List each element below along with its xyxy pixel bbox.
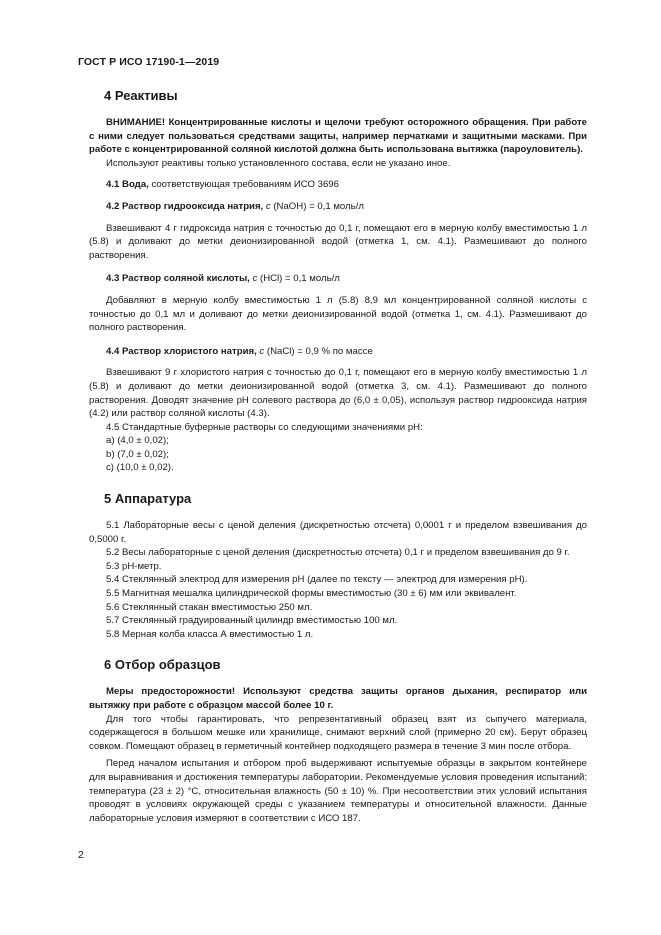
section-6-paragraph-1: Для того чтобы гарантировать, что репрезентативный образец взят из сыпучего материала, содержащегося в большом мешке или хранилище, снимают верхний слой (примерно 20 см). Берут образец совком. Помещают образец в герметичный контейнер подходящего размера в течение 3 мин после отбора. bbox=[89, 713, 587, 752]
item-4-2-body: Взвешивают 4 г гидроксида натрия с точностью до 0,1 г, помещают его в мерную колбу вместимостью 1 л (5.8) и доливают до метки деионизированной водой (отметка 1, см. 4.1). Размешивают до полного растворения. bbox=[89, 222, 587, 261]
item-4-3-body: Добавляют в мерную колбу вместимостью 1 л (5.8) 8,9 мл концентрированной соляной кислоты с точностью до 0,1 мл и доливают до метки деионизированной водой (отметка 1, см. 4.1). Размешивают до полного растворения. bbox=[89, 294, 587, 334]
item-4-1-text: соответствующая требованиям ИСО 3696 bbox=[148, 179, 339, 191]
item-5-5: 5.5 Магнитная мешалка цилиндрической формы вместимостью (30 ± 6) мм или эквивалент. bbox=[106, 588, 517, 600]
section-4-intro: Используют реактивы только установленного состава, если не указано иное. bbox=[106, 157, 451, 169]
section-6-title: 6 Отбор образцов bbox=[104, 657, 221, 673]
item-4-1-number: 4.1 bbox=[106, 179, 120, 191]
item-4-3-heading: 4.3 Раствор соляной кислоты, c (HCl) = 0,1 моль/л bbox=[106, 273, 340, 285]
item-4-4-heading: 4.4 Раствор хлористого натрия, c (NaCl) = 0,9 % по массе bbox=[106, 345, 373, 357]
section-4-warning: ВНИМАНИЕ! Концентрированные кислоты и щелочи требуют осторожного обращения. При работе с ними следует пользоваться средствами защиты, например перчатками и защитными масками. При работе с концентрированной соляной кислотой должна быть использована вытяжка (пароуловитель). bbox=[89, 117, 587, 156]
document-header: ГОСТ Р ИСО 17190-1—2019 bbox=[78, 56, 220, 68]
item-5-3: 5.3 pH-метр. bbox=[106, 560, 162, 572]
item-5-6: 5.6 Стеклянный стакан вместимостью 250 мл. bbox=[106, 601, 313, 613]
page-number: 2 bbox=[78, 849, 84, 861]
item-4-2-heading: 4.2 Раствор гидрооксида натрия, c (NaOH) = 0,1 моль/л bbox=[106, 200, 364, 212]
section-6-paragraph-2: Перед началом испытания и отбором проб выдерживают испытуемые образцы в закрытом контейнере для выравнивания и достижения температуры лаборатории. Рекомендуемые условия проведения испытаний: температура (23 ± 2) °С, относительная влажность (50 ± 10) %. При несоответствии этих условий испытания проводят в условиях окружающей среды с указанием температуры и относительной влажности. Данные лабораторные условия измеряют в соответствии с ИСО 187. bbox=[89, 758, 587, 824]
section-5-title: 5 Аппаратура bbox=[104, 491, 192, 507]
item-4-5: 4.5 Стандартные буферные растворы со следующими значениями рН: bbox=[106, 421, 423, 433]
item-4-5-c: c) (10,0 ± 0,02). bbox=[106, 462, 174, 474]
item-5-2: 5.2 Весы лабораторные с ценой деления (дискретностью отсчета) 0,1 г и пределом взвешивания до 9 г. bbox=[106, 547, 570, 559]
item-4-5-a: a) (4,0 ± 0,02); bbox=[106, 435, 169, 447]
item-5-7: 5.7 Стеклянный градуированный цилиндр вместимостью 100 мл. bbox=[106, 615, 398, 627]
page-body bbox=[89, 88, 587, 825]
item-5-4: 5.4 Стеклянный электрод для измерения рН (далее по тексту — электрод для измерения рН). bbox=[106, 574, 528, 586]
item-5-1: 5.1 Лабораторные весы с ценой деления (дискретностью отсчета) 0,0001 г и пределом взвешивания до 0,5000 г. bbox=[89, 520, 587, 545]
item-4-1-label: Вода, bbox=[122, 179, 149, 191]
item-4-5-b: b) (7,0 ± 0,02); bbox=[106, 448, 169, 460]
item-4-1 bbox=[89, 178, 587, 192]
item-4-4-body: Взвешивают 9 г хлористого натрия с точностью до 0,1 г, помещают его в мерную колбу вместимостью 1 л (5.8) и доливают до метки деионизированной водой (отметка 3, см. 4.1). Размешивают до полного растворения. Доводят значение рН солевого раствора до (6,0 ± 0,05), используя раствор гидрооксида натрия (4.2) или раствор соляной кислоты (4.3). bbox=[89, 367, 587, 420]
item-5-8: 5.8 Мерная колба класса А вместимостью 1 л. bbox=[106, 628, 314, 640]
section-6-warning: Меры предосторожности! Используют средства защиты органов дыхания, респиратор или вытяжку при работе с образцом массой более 10 г. bbox=[89, 686, 587, 711]
section-4-title: 4 Реактивы bbox=[104, 88, 178, 103]
